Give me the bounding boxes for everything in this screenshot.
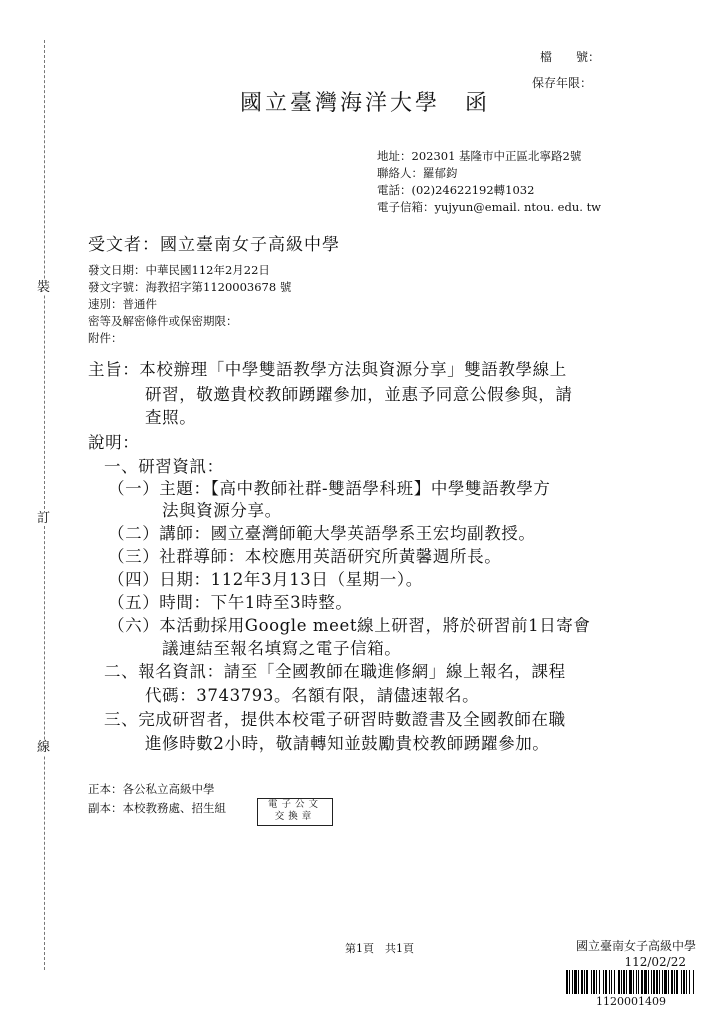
- section-2: 二、報名資訊：請至「全國教師在職進修網」線上報名，課程: [104, 662, 566, 681]
- document-number: 發文字號：海教招字第1120003678 號: [88, 280, 292, 294]
- attachment: 附件：: [88, 331, 123, 345]
- secrecy: 密等及解密條件或保密期限：: [88, 314, 238, 328]
- copy-recipients: 副本：本校教務處、招生組: [88, 801, 226, 815]
- subject-line-1: 主旨：本校辦理「中學雙語教學方法與資源分享」雙語教學線上: [88, 360, 567, 379]
- section-1-item-4: （四）日期：112年3月13日（星期一）。: [108, 570, 423, 589]
- file-number-label: 檔 號：: [539, 50, 600, 64]
- footer-recipient-block: [576, 938, 696, 970]
- section-1-item-6-cont: 議連結至報名填寫之電子信箱。: [162, 639, 402, 658]
- contact-phone: 電話：(02)24622192轉1032: [377, 183, 535, 197]
- contact-block: [377, 148, 601, 216]
- section-3: 三、完成研習者，提供本校電子研習時數證書及全國教師在職: [104, 710, 566, 729]
- section-2-cont: 代碼：3743793。名額有限，請儘速報名。: [145, 686, 480, 705]
- exchange-stamp: [257, 798, 333, 826]
- binding-mark-xian: 線: [37, 740, 51, 755]
- section-1-item-6: （六）本活動採用Google meet線上研習，將於研習前1日寄會: [108, 616, 591, 635]
- meta-block: [88, 262, 291, 347]
- page-number: 第1頁 共1頁: [345, 942, 414, 955]
- section-1-item-5: （五）時間：下午1時至3時整。: [108, 593, 353, 612]
- stamp-line-2: 交換章: [274, 811, 316, 822]
- document-title: 國立臺灣海洋大學 函: [240, 91, 491, 116]
- binding-line: [44, 40, 45, 970]
- receiver: 受文者：國立臺南女子高級中學: [88, 235, 340, 255]
- footer-recipient: 國立臺南女子高級中學: [575, 939, 696, 953]
- section-1-item-1-cont: 法與資源分享。: [162, 501, 282, 520]
- footer-date: 112/02/22: [624, 955, 686, 969]
- explanation-label: 說明：: [88, 433, 140, 452]
- barcode-image: [566, 970, 696, 994]
- section-1-item-1: （一）主題：【高中教師社群-雙語學科班】中學雙語教學方: [108, 479, 551, 498]
- contact-email: 電子信箱：yujyun@email. ntou. edu. tw: [377, 200, 602, 214]
- contact-person: 聯絡人：羅郁鈞: [377, 166, 458, 180]
- section-1-item-2: （二）講師：國立臺灣師範大學英語學系王宏均副教授。: [108, 524, 536, 543]
- retention-label: 保存年限：: [531, 76, 592, 90]
- subject-line-2: 研習，敬邀貴校教師踴躍參加，並惠予同意公假參與，請: [145, 385, 573, 404]
- issue-date: 發文日期：中華民國112年2月22日: [88, 263, 270, 277]
- section-3-cont: 進修時數2小時，敬請轉知並鼓勵貴校教師踴躍參加。: [145, 734, 550, 753]
- original-recipients: 正本：各公私立高級中學: [88, 782, 215, 796]
- binding-mark-ding: 訂: [37, 511, 51, 526]
- contact-address: 地址：202301 基隆市中正區北寧路2號: [377, 149, 582, 163]
- stamp-line-1: 電子公文: [267, 799, 322, 810]
- section-1-heading: 一、研習資訊：: [104, 457, 224, 476]
- subject-line-3: 查照。: [145, 408, 197, 427]
- copies-block: [88, 780, 226, 818]
- speed: 速別：普通件: [88, 297, 157, 311]
- section-1-item-3: （三）社群導師：本校應用英語研究所黃馨週所長。: [108, 547, 502, 566]
- file-info: [532, 44, 600, 96]
- binding-mark-zhuang: 裝: [37, 280, 51, 295]
- barcode-number: 1120001409: [596, 995, 666, 1008]
